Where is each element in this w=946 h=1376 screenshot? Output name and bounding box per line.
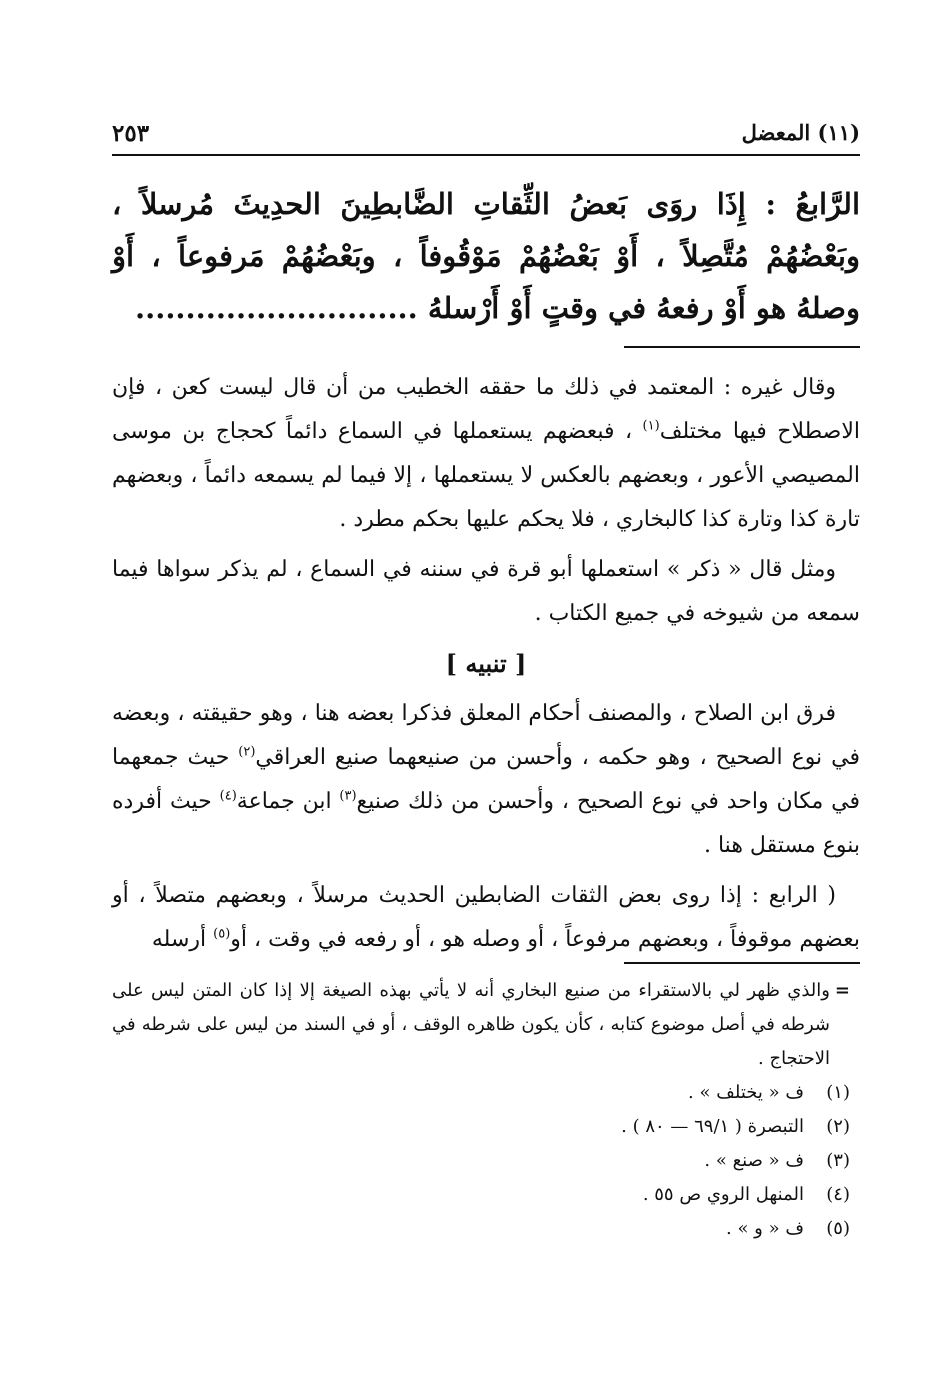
paragraph-1-rest: ، فبعضهم يستعملها في السماع دائماً كحجاج بن موسى المصيصي الأعور ، وبعضهم بالعكس لا يستعملها ، إلا فيما لم يسمعه دائماً ، وبعضهم تارة كذا وتارة كذا كالبخاري ، فلا يحكم عليها بحكم مطرد . (112, 419, 860, 532)
footnote-continuation (112, 974, 860, 1076)
paragraph-1 (112, 366, 860, 542)
paragraph-3-text-b: حيث جمعهما في مكان واحد في نوع الصحيح ، وأحسن من ذلك صنيع (112, 745, 860, 814)
matn-text (112, 178, 860, 334)
footnote-number: (٣) (826, 1150, 850, 1171)
paragraph-4 (112, 874, 860, 962)
running-header (112, 120, 860, 156)
matn-separator-rule (624, 346, 860, 348)
paragraph-3 (112, 692, 860, 868)
footnote-item (112, 1110, 860, 1144)
footnote-ref-5: (٥) (213, 926, 231, 942)
paragraph-4-text-a: ( الرابع : إذا روى بعض الثقات الضابطين الحديث مرسلاً ، وبعضهم متصلاً ، أو بعضهم موقوفاً ، وبعضهم مرفوعاً ، أو وصله هو ، أو رفعه في وقت ، أو (112, 883, 860, 952)
footnotes (112, 974, 860, 1246)
footnote-number: (١) (826, 1082, 850, 1103)
section-heading: [ تنبيه ] (445, 649, 527, 678)
footnote-number: (٥) (826, 1218, 850, 1239)
footnote-number: (٢) (826, 1116, 850, 1137)
footnote-number: (٤) (826, 1184, 850, 1205)
footnote-ref-2: (٢) (238, 744, 256, 760)
paragraph-1-text: وقال غيره : المعتمد في ذلك ما حققه الخطيب من أن قال ليست كعن ، فإن الاصطلاح فيها مختلف (112, 375, 860, 444)
footnote-item (112, 1144, 860, 1178)
continuation-mark: = (834, 980, 850, 1001)
footnote-text: المنهل الروي ص ٥٥ . (642, 1184, 804, 1205)
footnote-item (112, 1178, 860, 1212)
footnote-ref-3: (٣) (339, 788, 357, 804)
footnote-separator-rule (624, 962, 860, 964)
paragraph-2: ومثل قال « ذكر » استعملها أبو قرة في سننه في السماع ، لم يذكر سواها فيما سمعه من شيوخه في جميع الكتاب . (112, 557, 860, 626)
paragraph-3-text-a: فرق ابن الصلاح ، والمصنف أحكام المعلق فذكرا بعضه هنا ، وهو حقيقته ، وبعضه في نوع الصحيح ، وهو حكمه ، وأحسن من صنيعهما صنيع العراقي (112, 701, 860, 770)
paragraph-3-text-d: حيث أفرده بنوع مستقل هنا . (112, 789, 860, 858)
chapter-title: (١١) المعضل (741, 120, 860, 145)
matn-body: الرَّابعُ : إِذَا روَى بَعضُ الثِّقاتِ الضَّابطِينَ الحدِيثَ مُرسلاً ، وبَعْضُهُمْ مُتَّصِلاً ، أَوْ بَعْضُهُمْ مَوْقُوفاً ، وبَعْضُهُمْ مَرفوعاً ، أَوْ وصلهُ هو أَوْ رفعهُ في وقتٍ أَوْ أَرْسلهُ (112, 187, 860, 325)
paragraph-4-text-b: أرسله (151, 927, 214, 952)
footnote-item (112, 1212, 860, 1246)
commentary (112, 366, 860, 968)
footnote-text: ف « صنع » . (704, 1150, 804, 1171)
page-number: ٢٥٣ (112, 120, 150, 147)
footnote-item (112, 1076, 860, 1110)
footnote-text: ف « يختلف » . (688, 1082, 804, 1103)
matn-dots: ............................ (135, 291, 418, 325)
footnote-ref-4: (٤) (219, 788, 237, 804)
paragraph-3-text-c: ابن جماعة (236, 789, 340, 814)
footnote-ref-1: (١) (642, 418, 660, 434)
footnote-text: ف « و » . (726, 1218, 804, 1239)
continuation-text: والذي ظهر لي بالاستقراء من صنيع البخاري أنه لا يأتي بهذه الصيغة إلا إذا كان المتن ليس على شرطه في أصل موضوع كتابه ، كأن يكون ظاهره الوقف ، أو في السند من ليس على شرطه في الاحتجاج . (112, 980, 830, 1069)
footnote-text: التبصرة ( ٦٩/١ — ٨٠ ) . (621, 1116, 804, 1137)
